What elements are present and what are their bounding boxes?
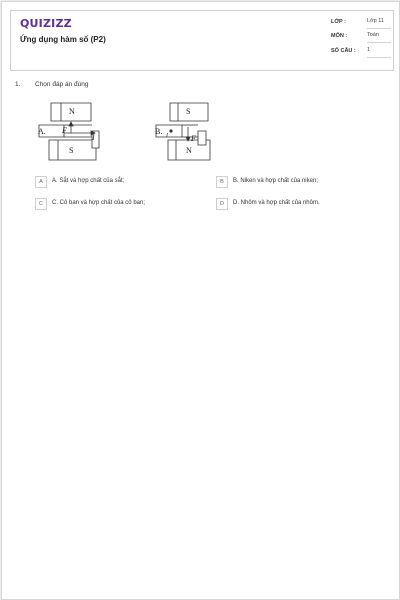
panel-a-bottom-pole-label: S (69, 146, 74, 155)
meta-count-row (331, 48, 391, 60)
panel-b-current-label: I (166, 133, 168, 139)
option-b-checkbox[interactable]: B (216, 176, 228, 188)
worksheet-title: Ứng dụng hàm số (P2) (20, 35, 106, 44)
option-c-text: C. Cô ban và hợp chất của cô ban; (52, 200, 145, 206)
option-a-text: A. Sắt và hợp chất của sắt; (52, 178, 125, 184)
panel-b-force-label: F (191, 134, 196, 143)
panel-a-current-label: I (92, 133, 95, 142)
meta-subject-row (331, 33, 391, 45)
meta-subject-value: Toán (367, 32, 391, 43)
panel-a-force-label: F (62, 126, 67, 135)
magnet-diagram (36, 100, 226, 164)
question-text: Chọn đáp án đúng (35, 81, 89, 88)
panel-b-label: B. (155, 127, 163, 136)
meta-subject-label: MÔN : (331, 33, 348, 39)
magnet-figure (36, 100, 226, 169)
panel-a-force-arrowhead (69, 122, 73, 126)
meta-class-label: LỚP : (331, 19, 346, 25)
panel-b-current-dot (170, 130, 172, 132)
question-number: 1. (15, 81, 21, 88)
quizizz-logo: QUIZIZZ (20, 17, 72, 30)
meta-class-value: Lớp 11 (367, 18, 391, 29)
option-d-checkbox[interactable]: D (216, 198, 228, 210)
meta-count-label: SỐ CÂU : (331, 48, 356, 54)
panel-b-bottom-pole-label: N (186, 146, 192, 155)
option-b-text: B. Niken và hợp chất của niken; (233, 178, 318, 184)
panel-a-top-pole-label: N (69, 107, 75, 116)
meta-class-row (331, 19, 391, 31)
panel-b-top-pole-label: S (186, 107, 191, 116)
worksheet-page (1, 1, 400, 600)
meta-count-value: 1 (367, 47, 391, 58)
option-d-text: D. Nhôm và hợp chất của nhôm. (233, 200, 320, 206)
worksheet-header (10, 10, 394, 71)
panel-a-label: A. (38, 127, 46, 136)
option-a-checkbox[interactable]: A (35, 176, 47, 188)
panel-b-conductor-right (198, 131, 206, 145)
option-c-checkbox[interactable]: C (35, 198, 47, 210)
